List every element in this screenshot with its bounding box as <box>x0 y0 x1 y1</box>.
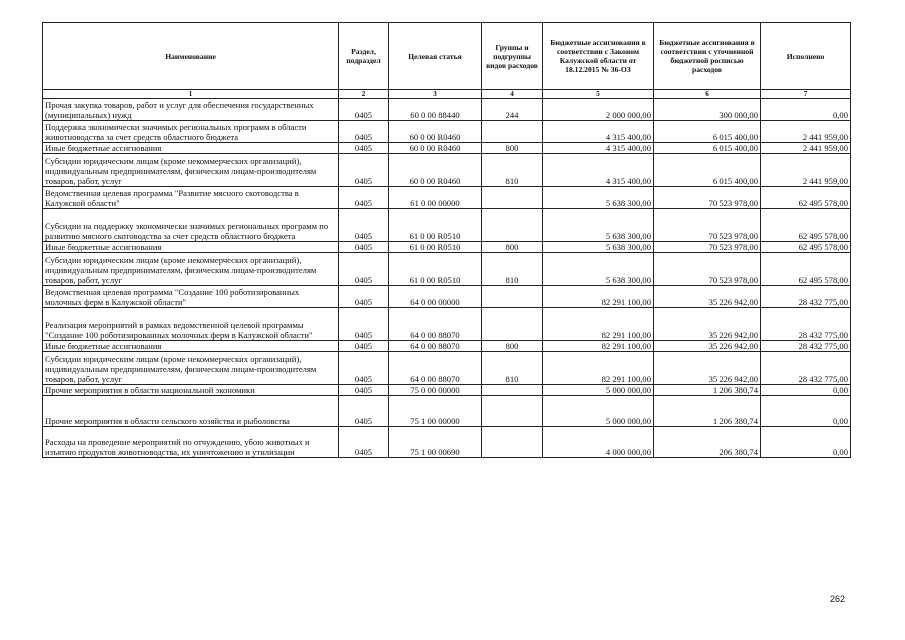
cell-refined: 6 015 400,00 <box>654 143 761 154</box>
cell-executed: 2 441 959,00 <box>761 143 851 154</box>
cell-law: 4 315 400,00 <box>543 143 654 154</box>
cell-executed: 2 441 959,00 <box>761 121 851 143</box>
cell-group: 800 <box>482 143 543 154</box>
header-groups: Группы и подгруппы видов расходов <box>482 23 543 90</box>
cell-executed: 28 432 775,00 <box>761 352 851 385</box>
cell-target: 75 1 00 00000 <box>389 396 482 427</box>
table-row <box>43 143 851 154</box>
cell-law: 5 000 000,00 <box>543 396 654 427</box>
column-number: 2 <box>339 90 389 99</box>
cell-group: 800 <box>482 341 543 352</box>
cell-law: 5 638 300,00 <box>543 253 654 286</box>
cell-group: 244 <box>482 99 543 121</box>
cell-target: 64 0 00 88070 <box>389 308 482 341</box>
cell-executed: 62 495 578,00 <box>761 209 851 242</box>
cell-target: 60 0 00 88440 <box>389 99 482 121</box>
cell-section: 0405 <box>339 99 389 121</box>
table-row <box>43 99 851 121</box>
cell-section: 0405 <box>339 396 389 427</box>
cell-name: Иные бюджетные ассигнования <box>43 341 339 352</box>
cell-executed: 0,00 <box>761 99 851 121</box>
cell-executed: 0,00 <box>761 385 851 396</box>
cell-name: Поддержка экономически значимых региональных программ в области животноводства за счет средств областного бюджета <box>43 121 339 143</box>
table-row <box>43 187 851 209</box>
cell-group <box>482 187 543 209</box>
cell-name: Прочие мероприятия в области сельского хозяйства и рыболовства <box>43 396 339 427</box>
cell-group <box>482 286 543 308</box>
header-section: Раздел, подраздел <box>339 23 389 90</box>
cell-section: 0405 <box>339 154 389 187</box>
cell-refined: 206 380,74 <box>654 427 761 458</box>
table-row <box>43 396 851 427</box>
cell-name: Субсидии на поддержку экономически значимых региональных программ по развитию мясного скотоводства за счет средств областного бюджета <box>43 209 339 242</box>
column-number: 1 <box>43 90 339 99</box>
cell-executed: 0,00 <box>761 427 851 458</box>
table-row <box>43 209 851 242</box>
table-row <box>43 121 851 143</box>
cell-group: 810 <box>482 253 543 286</box>
cell-refined: 300 000,00 <box>654 99 761 121</box>
cell-refined: 35 226 942,00 <box>654 286 761 308</box>
cell-group <box>482 308 543 341</box>
cell-refined: 35 226 942,00 <box>654 352 761 385</box>
cell-section: 0405 <box>339 209 389 242</box>
cell-refined: 35 226 942,00 <box>654 341 761 352</box>
cell-name: Ведомственная целевая программа "Развитие мясного скотоводства в Калужской области" <box>43 187 339 209</box>
cell-section: 0405 <box>339 427 389 458</box>
table-row <box>43 308 851 341</box>
header-name: Наименование <box>43 23 339 90</box>
header-law: Бюджетные ассигнования в соответствии с Законом Калужской области от 18.12.2015 № 36-ОЗ <box>543 23 654 90</box>
cell-group <box>482 121 543 143</box>
cell-executed: 62 495 578,00 <box>761 253 851 286</box>
cell-group <box>482 385 543 396</box>
cell-law: 82 291 100,00 <box>543 308 654 341</box>
cell-executed: 28 432 775,00 <box>761 341 851 352</box>
cell-name: Расходы на проведение мероприятий по отчуждению, убою животных и изъятию продуктов животноводства, их уничтожению и утилизации <box>43 427 339 458</box>
cell-group <box>482 209 543 242</box>
cell-law: 82 291 100,00 <box>543 341 654 352</box>
cell-section: 0405 <box>339 308 389 341</box>
cell-refined: 35 226 942,00 <box>654 308 761 341</box>
table-body <box>43 99 851 458</box>
cell-section: 0405 <box>339 341 389 352</box>
cell-group <box>482 427 543 458</box>
cell-section: 0405 <box>339 143 389 154</box>
table-row <box>43 286 851 308</box>
cell-name: Иные бюджетные ассигнования <box>43 143 339 154</box>
column-number: 5 <box>543 90 654 99</box>
cell-target: 61 0 00 00000 <box>389 187 482 209</box>
budget-table <box>42 22 851 458</box>
cell-target: 60 0 00 R0460 <box>389 143 482 154</box>
cell-law: 2 000 000,00 <box>543 99 654 121</box>
cell-refined: 1 206 380,74 <box>654 396 761 427</box>
table-row <box>43 385 851 396</box>
cell-section: 0405 <box>339 187 389 209</box>
cell-target: 64 0 00 00000 <box>389 286 482 308</box>
cell-target: 60 0 00 R0460 <box>389 154 482 187</box>
cell-name: Прочая закупка товаров, работ и услуг для обеспечения государственных (муниципальных) нужд <box>43 99 339 121</box>
cell-target: 75 0 00 00000 <box>389 385 482 396</box>
cell-name: Прочие мероприятия в области национальной экономики <box>43 385 339 396</box>
cell-target: 61 0 00 R0510 <box>389 242 482 253</box>
cell-law: 82 291 100,00 <box>543 352 654 385</box>
cell-section: 0405 <box>339 352 389 385</box>
cell-executed: 62 495 578,00 <box>761 242 851 253</box>
cell-group: 810 <box>482 352 543 385</box>
cell-group <box>482 396 543 427</box>
cell-refined: 1 206 380,74 <box>654 385 761 396</box>
cell-group: 800 <box>482 242 543 253</box>
cell-target: 61 0 00 R0510 <box>389 209 482 242</box>
column-number: 4 <box>482 90 543 99</box>
table-row <box>43 352 851 385</box>
cell-section: 0405 <box>339 286 389 308</box>
cell-refined: 70 523 978,00 <box>654 187 761 209</box>
cell-name: Субсидии юридическим лицам (кроме некоммерческих организаций), индивидуальным предпринимателям, физическим лицам-производителям товаров, работ, услуг <box>43 253 339 286</box>
cell-target: 75 1 00 00690 <box>389 427 482 458</box>
header-executed: Исполнено <box>761 23 851 90</box>
cell-law: 5 638 300,00 <box>543 187 654 209</box>
header-target: Целевая статья <box>389 23 482 90</box>
cell-executed: 62 495 578,00 <box>761 187 851 209</box>
cell-target: 64 0 00 88070 <box>389 352 482 385</box>
header-refined: Бюджетные ассигнования в соответствии с уточненной бюджетной росписью расходов <box>654 23 761 90</box>
column-number-row <box>43 90 851 99</box>
cell-law: 4 315 400,00 <box>543 154 654 187</box>
column-number: 6 <box>654 90 761 99</box>
table-row <box>43 341 851 352</box>
column-number: 7 <box>761 90 851 99</box>
cell-name: Реализация мероприятий в рамках ведомственной целевой программы "Создание 100 роботизированных молочных ферм в Калужской области" <box>43 308 339 341</box>
cell-law: 5 638 300,00 <box>543 209 654 242</box>
cell-name: Иные бюджетные ассигнования <box>43 242 339 253</box>
table-row <box>43 253 851 286</box>
cell-section: 0405 <box>339 253 389 286</box>
cell-refined: 70 523 978,00 <box>654 253 761 286</box>
cell-executed: 2 441 959,00 <box>761 154 851 187</box>
cell-law: 5 638 300,00 <box>543 242 654 253</box>
cell-section: 0405 <box>339 242 389 253</box>
cell-group: 810 <box>482 154 543 187</box>
cell-name: Субсидии юридическим лицам (кроме некоммерческих организаций), индивидуальным предпринимателям, физическим лицам-производителям товаров, работ, услуг <box>43 352 339 385</box>
cell-law: 4 000 000,00 <box>543 427 654 458</box>
cell-refined: 70 523 978,00 <box>654 242 761 253</box>
cell-law: 4 315 400,00 <box>543 121 654 143</box>
table-row <box>43 427 851 458</box>
page-number: 262 <box>830 594 846 604</box>
cell-law: 5 000 000,00 <box>543 385 654 396</box>
cell-refined: 6 015 400,00 <box>654 154 761 187</box>
cell-section: 0405 <box>339 385 389 396</box>
cell-law: 82 291 100,00 <box>543 286 654 308</box>
cell-target: 61 0 00 R0510 <box>389 253 482 286</box>
table-row <box>43 242 851 253</box>
cell-target: 64 0 00 88070 <box>389 341 482 352</box>
cell-refined: 70 523 978,00 <box>654 209 761 242</box>
cell-executed: 0,00 <box>761 396 851 427</box>
cell-name: Ведомственная целевая программа "Создание 100 роботизированных молочных ферм в Калужской области" <box>43 286 339 308</box>
column-number: 3 <box>389 90 482 99</box>
cell-refined: 6 015 400,00 <box>654 121 761 143</box>
cell-target: 60 0 00 R0460 <box>389 121 482 143</box>
cell-executed: 28 432 775,00 <box>761 286 851 308</box>
cell-name: Субсидии юридическим лицам (кроме некоммерческих организаций), индивидуальным предпринимателям, физическим лицам-производителям товаров, работ, услуг <box>43 154 339 187</box>
cell-section: 0405 <box>339 121 389 143</box>
header-row <box>43 23 851 90</box>
cell-executed: 28 432 775,00 <box>761 308 851 341</box>
table-row <box>43 154 851 187</box>
